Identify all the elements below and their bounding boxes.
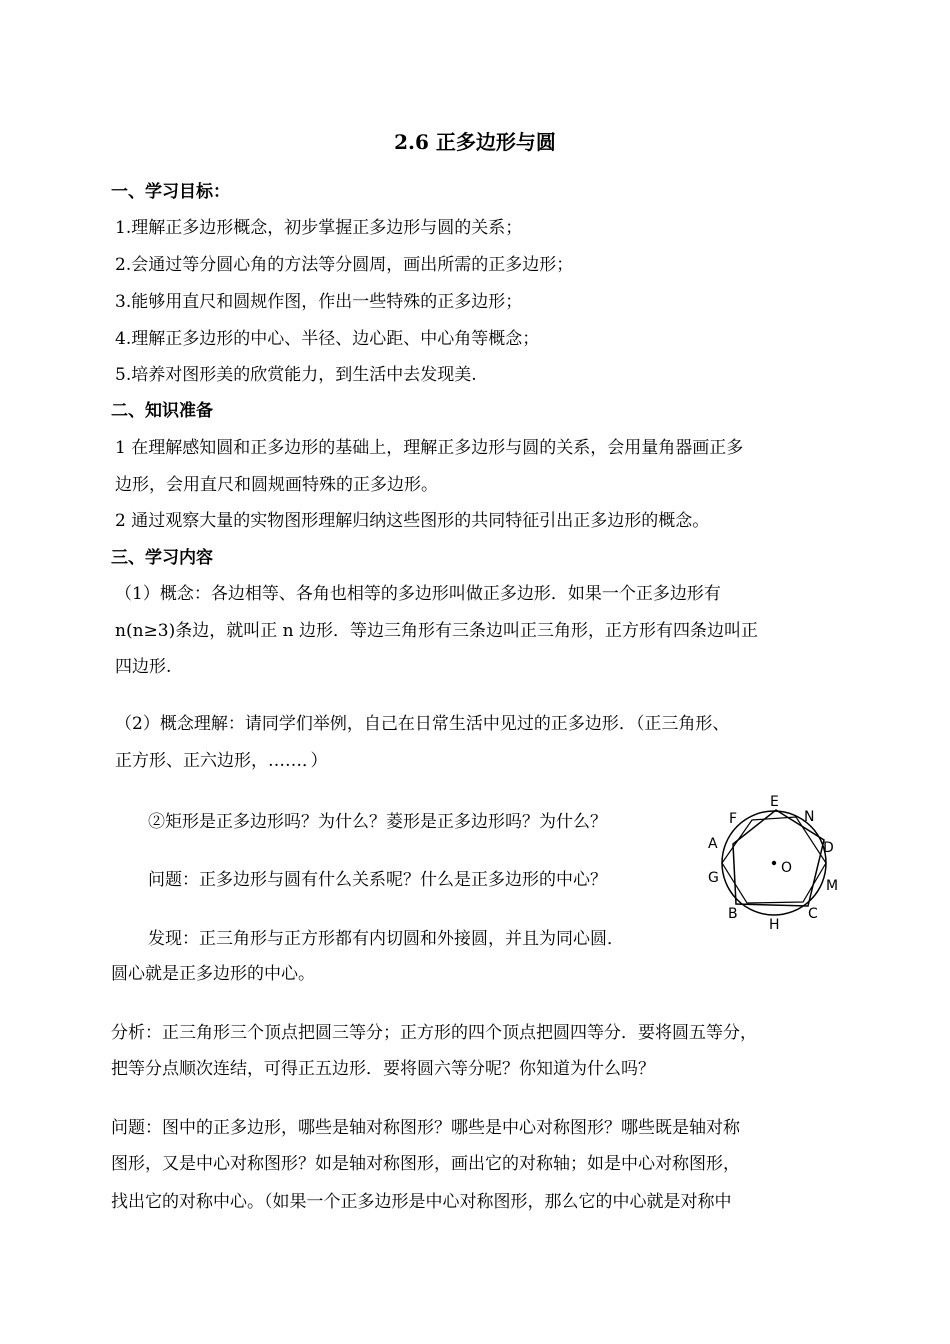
problem-line2: 图形，又是中心对称图形？如是轴对称图形，画出它的对称轴；如是中心对称图形， (111, 1154, 740, 1174)
label-B: B (728, 906, 738, 922)
question-center: 问题：正多边形与圆有什么关系呢？什么是正多边形的中心？ (148, 870, 607, 890)
label-H: H (769, 917, 780, 933)
objective-5: 5.培养对图形美的欣赏能力，到生活中去发现美. (115, 365, 477, 385)
discovery-line2: 圆心就是正多边形的中心。 (111, 964, 315, 984)
label-F: F (729, 811, 738, 827)
section2-heading: 二、知识准备 (111, 401, 213, 421)
label-A: A (708, 836, 718, 852)
section3-heading: 三、学习内容 (111, 548, 213, 568)
objective-4: 4.理解正多边形的中心、半径、边心距、中心角等概念； (115, 329, 540, 349)
label-M: M (826, 878, 839, 894)
problem-line3: 找出它的对称中心。（如果一个正多边形是中心对称图形，那么它的中心就是对称中 (111, 1192, 732, 1212)
figure-hexagon (722, 817, 826, 903)
concept-line3: 四边形. (115, 657, 172, 677)
label-D: D (823, 840, 834, 856)
prep-p2: 2 通过观察大量的实物图形理解归纳这些图形的共同特征引出正多边形的概念。 (115, 511, 710, 531)
objective-2: 2.会通过等分圆心角的方法等分圆周，画出所需的正多边形； (115, 255, 574, 275)
label-C: C (808, 906, 818, 922)
analysis-line1: 分析：正三角形三个顶点把圆三等分；正方形的四个顶点把圆四等分．要将圆五等分， (111, 1023, 757, 1043)
objective-1: 1.理解正多边形概念，初步掌握正多边形与圆的关系； (115, 218, 523, 238)
label-E: E (770, 794, 779, 810)
analysis-line2: 把等分点顺次连结，可得正五边形．要将圆六等分呢？你知道为什么吗？ (111, 1059, 655, 1079)
objective-3: 3.能够用直尺和圆规作图，作出一些特殊的正多边形； (115, 292, 523, 312)
concept-line2: n(n≥3)条边，就叫正 n 边形．等边三角形有三条边叫正三角形，正方形有四条边叫正 (115, 621, 758, 641)
problem-line1: 问题：图中的正多边形，哪些是轴对称图形？哪些是中心对称图形？哪些既是轴对称 (111, 1118, 740, 1138)
understanding-line1: （2）概念理解：请同学们举例，自己在日常生活中见过的正多边形．（正三角形、 (115, 714, 730, 734)
question-rectangle: ②矩形是正多边形吗？为什么？菱形是正多边形吗？为什么？ (148, 812, 607, 832)
figure-center-point (772, 861, 776, 865)
understanding-line2: 正方形、正六边形，……．） (115, 751, 328, 771)
discovery-line1: 发现：正三角形与正方形都有内切圆和外接圆，并且为同心圆． (148, 929, 624, 949)
concept-line1: （1）概念：各边相等、各角也相等的多边形叫做正多边形．如果一个正多边形有 (115, 584, 721, 604)
page-title: 2.6 正多边形与圆 (394, 130, 556, 154)
prep-p1-line2: 边形，会用直尺和圆规画特殊的正多边形。 (115, 475, 438, 495)
label-O: O (781, 860, 793, 876)
polygon-circle-figure (700, 790, 850, 940)
prep-p1-line1: 1 在理解感知圆和正多边形的基础上，理解正多边形与圆的关系，会用量角器画正多 (115, 438, 744, 458)
label-N: N (804, 809, 815, 825)
label-G: G (708, 870, 719, 886)
section1-heading: 一、学习目标： (111, 182, 230, 202)
